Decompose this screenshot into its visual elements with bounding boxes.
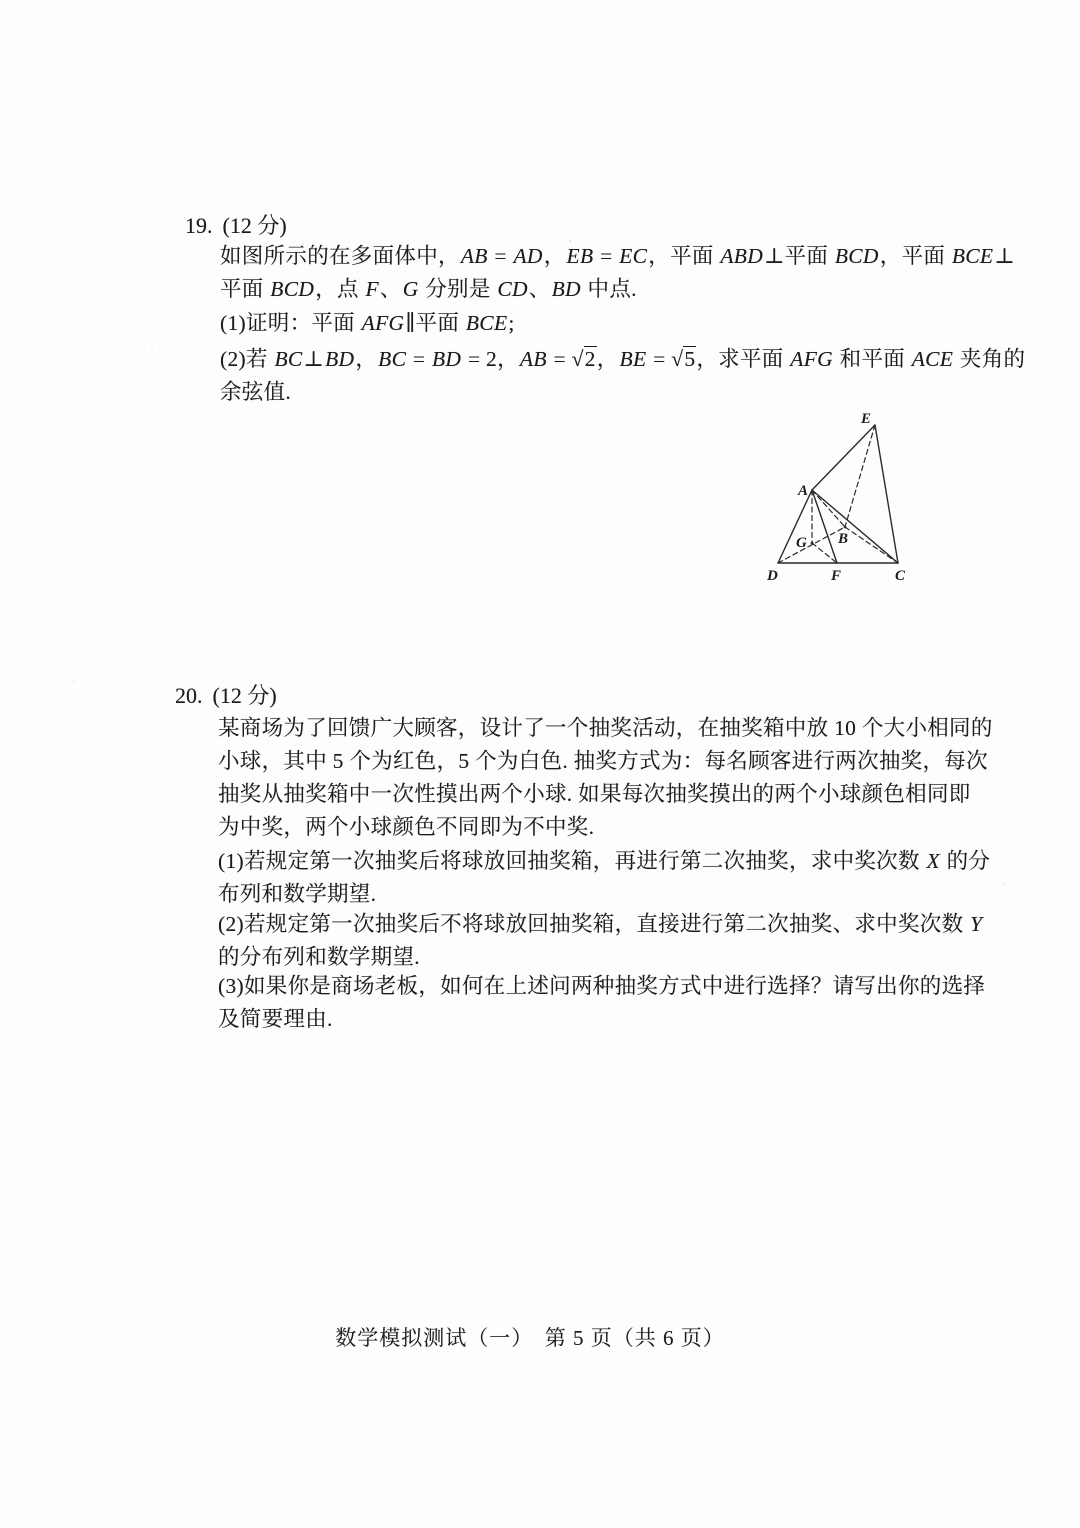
vertex-label-d: D: [767, 568, 778, 584]
question-20-part3: [218, 970, 985, 1036]
point-g-dot: [811, 542, 814, 545]
vertex-label-b: B: [838, 531, 849, 547]
text-line: 平面 BCD，点 F、G 分别是 CD、BD 中点.: [220, 277, 637, 301]
text-line: 如图所示的在多面体中，AB = AD，EB = EC，平面 ABD⊥平面 BCD，平面 BCE⊥: [220, 244, 1015, 268]
question-20-part1: [218, 845, 990, 911]
text-line: 布列和数学期望.: [218, 882, 377, 906]
question-20-score: (12 分): [212, 683, 277, 708]
question-19-header: [185, 209, 287, 240]
text-line: (2)若规定第一次抽奖后不将球放回抽奖箱，直接进行第二次抽奖、求中奖次数 Y: [218, 912, 983, 936]
question-20-part2: [218, 908, 983, 974]
vertex-label-a: A: [798, 483, 809, 499]
text-line: 某商场为了回馈广大顾客，设计了一个抽奖活动，在抽奖箱中放 10 个大小相同的: [218, 716, 993, 740]
vertex-label-e: E: [861, 411, 872, 427]
vertex-label-g: G: [796, 535, 807, 551]
text-line: (3)如果你是商场老板，如何在上述问两种抽奖方式中进行选择？请写出你的选择: [218, 974, 986, 998]
question-19-number: 19.: [185, 213, 213, 238]
point-b-dot: [844, 526, 847, 529]
question-20-number: 20.: [175, 683, 203, 708]
question-20-body: [218, 712, 993, 844]
text-line: (1)若规定第一次抽奖后将球放回抽奖箱，再进行第二次抽奖，求中奖次数 X 的分: [218, 849, 991, 873]
text-line: 抽奖从抽奖箱中一次性摸出两个小球. 如果每次抽奖摸出的两个小球颜色相同即: [218, 782, 971, 806]
vertex-label-f: F: [831, 568, 842, 584]
question-19-body: [220, 240, 1015, 306]
question-19-score: (12 分): [222, 213, 287, 238]
question-20-header: [175, 679, 277, 710]
geometry-figure: [750, 400, 920, 595]
question-19-part1: [220, 307, 515, 340]
text-line: 余弦值.: [220, 380, 292, 404]
text-line: (2)若 BC⊥BD，BC = BD = 2，AB = √2，BE = √5，求平面 AFG 和平面 ACE 夹角的: [220, 347, 1026, 371]
text-line: (1)证明：平面 AFG∥平面 BCE;: [220, 311, 515, 335]
text-line: 的分布列和数学期望.: [218, 945, 420, 969]
text-line: 小球，其中 5 个为红色，5 个为白色. 抽奖方式为：每名顾客进行两次抽奖，每次: [218, 749, 988, 773]
text-line: 为中奖，两个小球颜色不同即为不中奖.: [218, 815, 595, 839]
vertex-label-c: C: [895, 568, 906, 584]
page-footer: 数学模拟测试（一） 第 5 页（共 6 页）: [335, 1326, 725, 1350]
text-line: 及简要理由.: [218, 1007, 333, 1031]
